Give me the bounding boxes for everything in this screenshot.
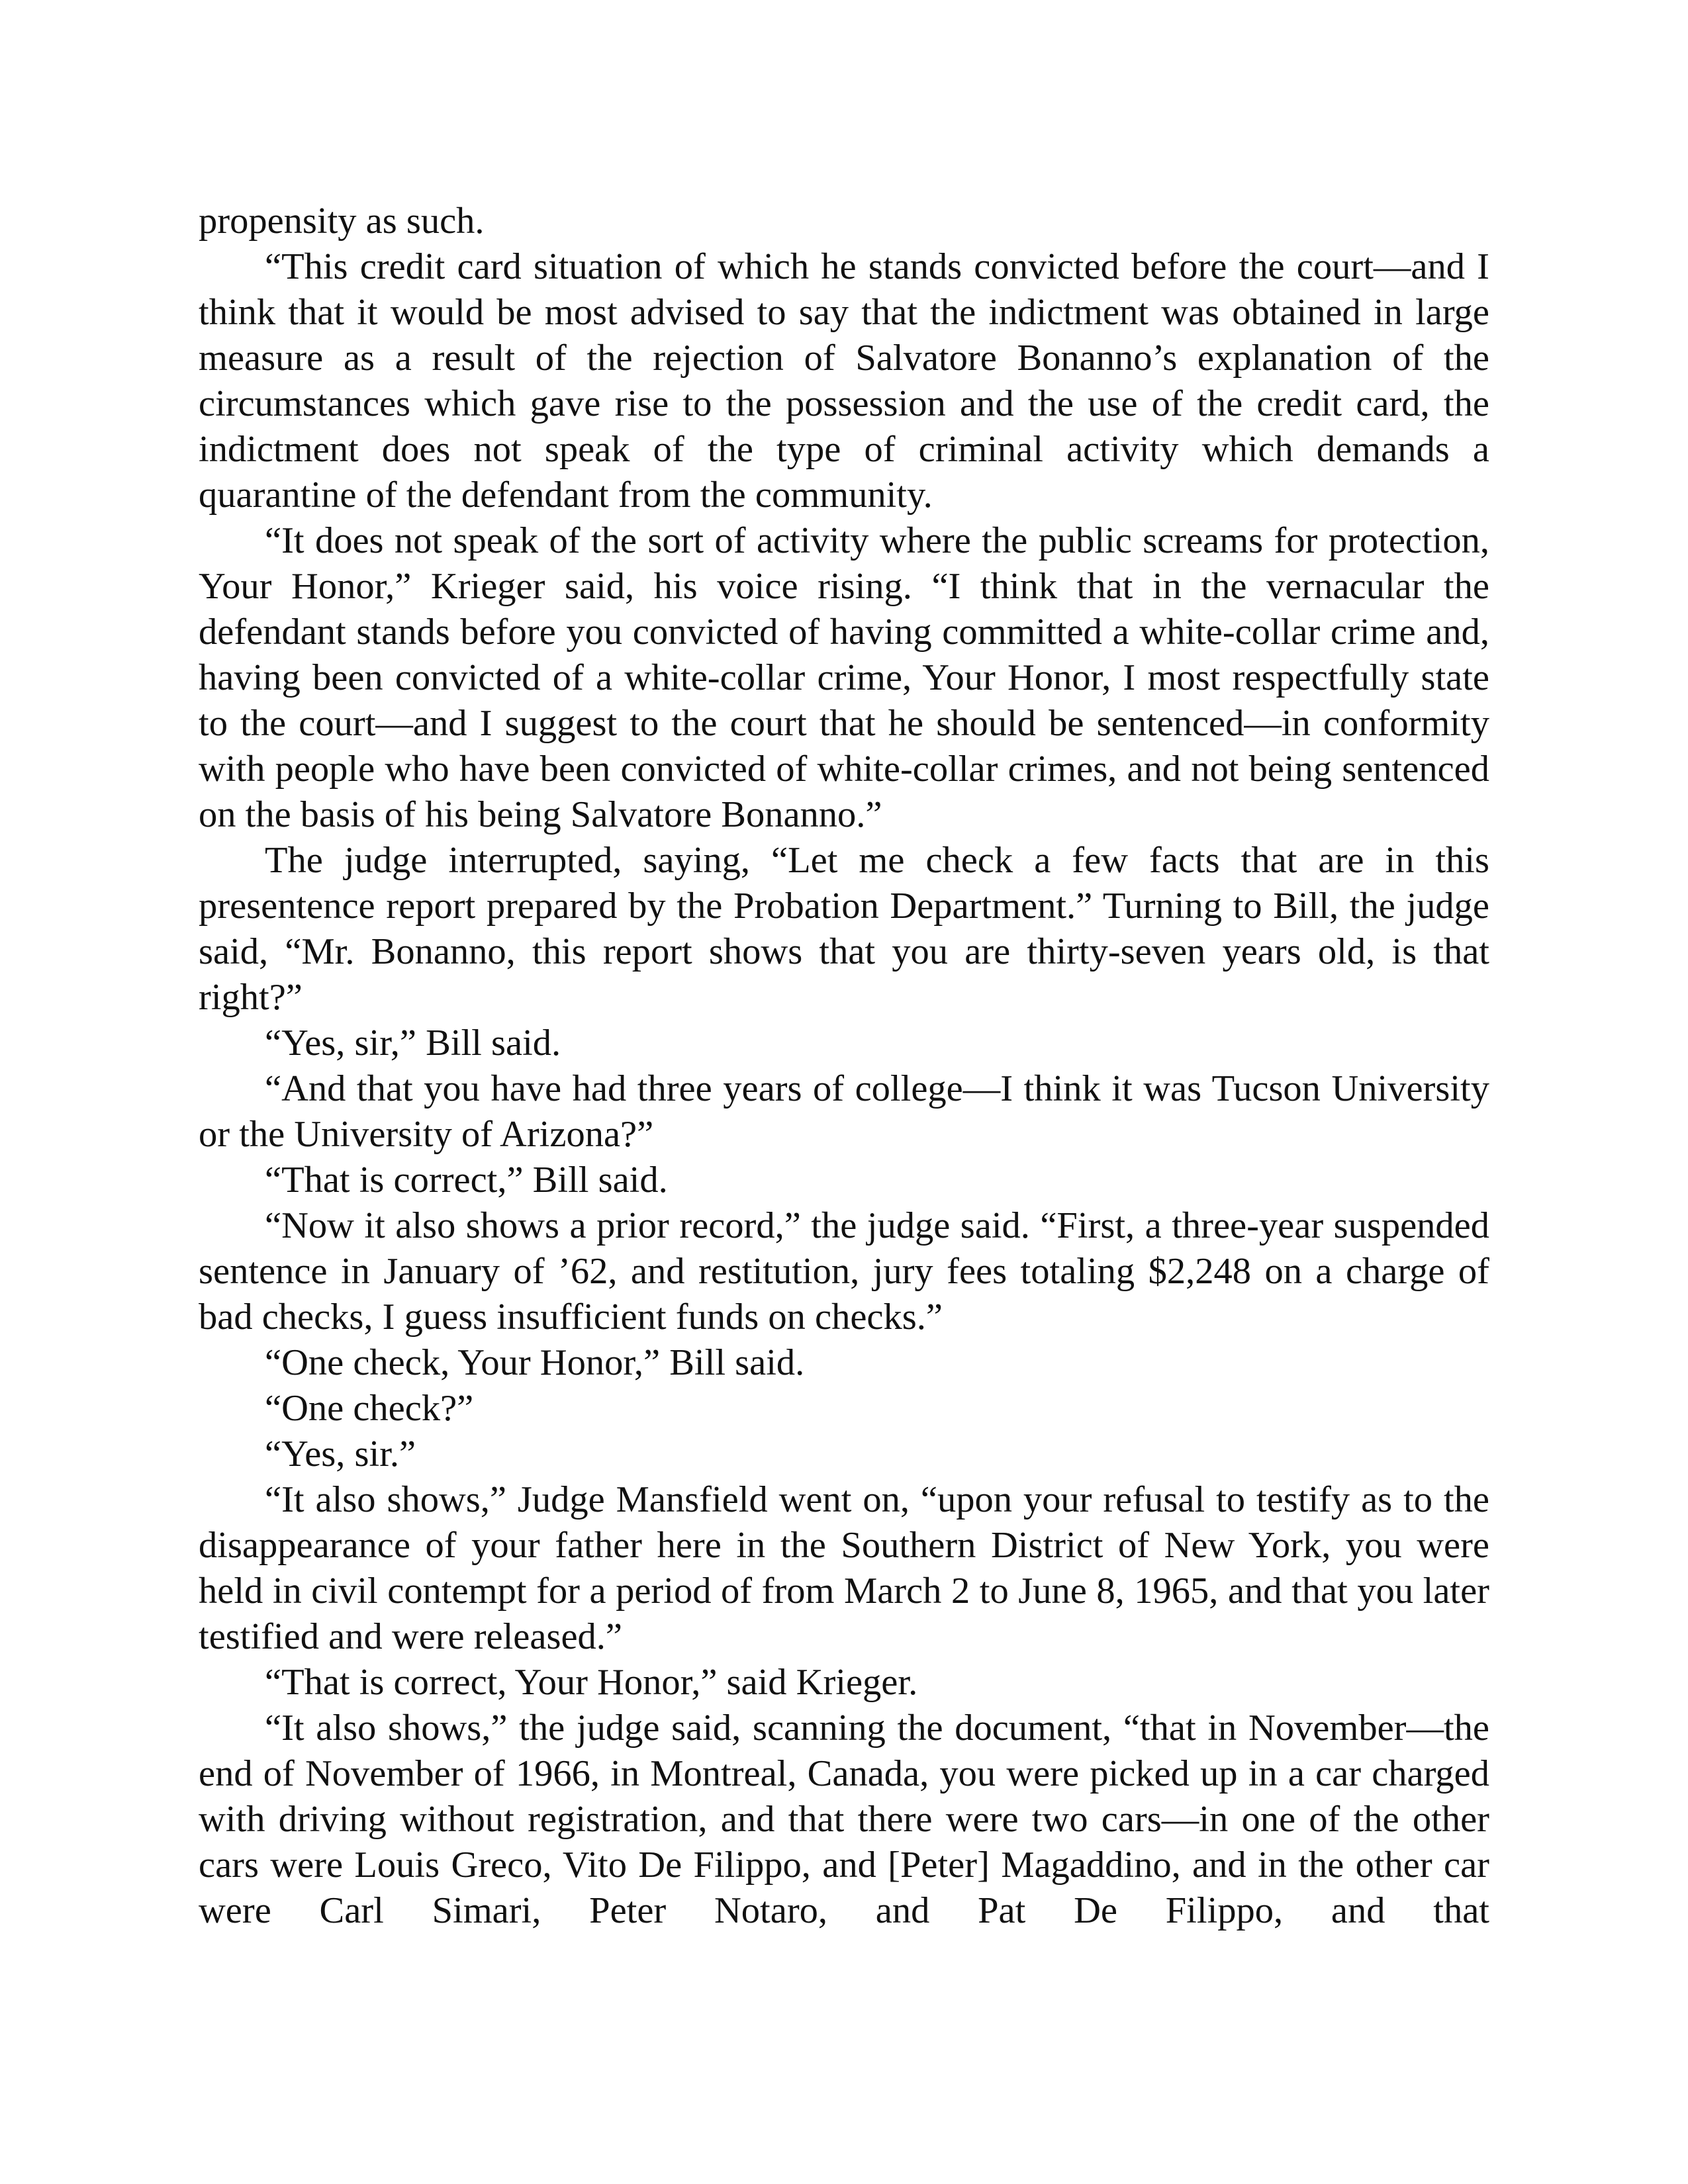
paragraph: “It does not speak of the sort of activity where the public screams for protection, Your Honor,” Krieger said, his voice rising. “I think that in the vernacular the defendant stands before you convicted of having committed a white-collar crime and, having been convicted of a white-collar crime, Your Honor, I most respectfully state to the court—and I suggest to the court that he should be sentenced—in conformity with people who have been convicted of white-collar crimes, and not being sentenced on the basis of his being Salvatore Bonanno.” bbox=[199, 520, 1489, 835]
paragraph: “Yes, sir,” Bill said. bbox=[265, 1023, 561, 1064]
paragraph: “Now it also shows a prior record,” the judge said. “First, a three-year suspended sentence in January of ’62, and restitution, jury fees totaling $2,248 on a charge of bad checks, I guess insufficient funds on checks.” bbox=[199, 1205, 1489, 1338]
paragraph: “One check, Your Honor,” Bill said. bbox=[265, 1342, 805, 1383]
paragraph: propensity as such. bbox=[199, 201, 485, 242]
paragraph: “It also shows,” Judge Mansfield went on, “upon your refusal to testify as to the disappearance of your father here in the Southern District of New York, you were held in civil contempt for a period of from March 2 to June 8, 1965, and that you later testified and were released.” bbox=[199, 1479, 1489, 1657]
document-page bbox=[199, 199, 1489, 1934]
paragraph: “And that you have had three years of college—I think it was Tucson University or the University of Arizona?” bbox=[199, 1068, 1489, 1155]
paragraph: “That is correct,” Bill said. bbox=[265, 1160, 668, 1201]
paragraph: “This credit card situation of which he stands convicted before the court—and I think that it would be most advised to say that the indictment was obtained in large measure as a result of the rejection of Salvatore Bonanno’s explanation of the circumstances which gave rise to the possession and the use of the credit card, the indictment does not speak of the type of criminal activity which demands a quarantine of the defendant from the community. bbox=[199, 246, 1489, 516]
paragraph: “That is correct, Your Honor,” said Krieger. bbox=[265, 1662, 918, 1703]
paragraph: The judge interrupted, saying, “Let me check a few facts that are in this presentence report prepared by the Probation Department.” Turning to Bill, the judge said, “Mr. Bonanno, this report shows that you are thirty-seven years old, is that right?” bbox=[199, 840, 1489, 1018]
paragraph: “Yes, sir.” bbox=[265, 1433, 416, 1475]
paragraph-continued: “It also shows,” the judge said, scanning the document, “that in November—the end of November of 1966, in Montreal, Canada, you were picked up in a car charged with driving without registration, and that there were two cars—in one of the other cars were Louis Greco, Vito De Filippo, and [Peter] Magaddino, and in the other car were Carl Simari, Peter Notaro, and Pat De Filippo, and that bbox=[199, 1707, 1489, 1931]
paragraph: “One check?” bbox=[265, 1388, 474, 1429]
